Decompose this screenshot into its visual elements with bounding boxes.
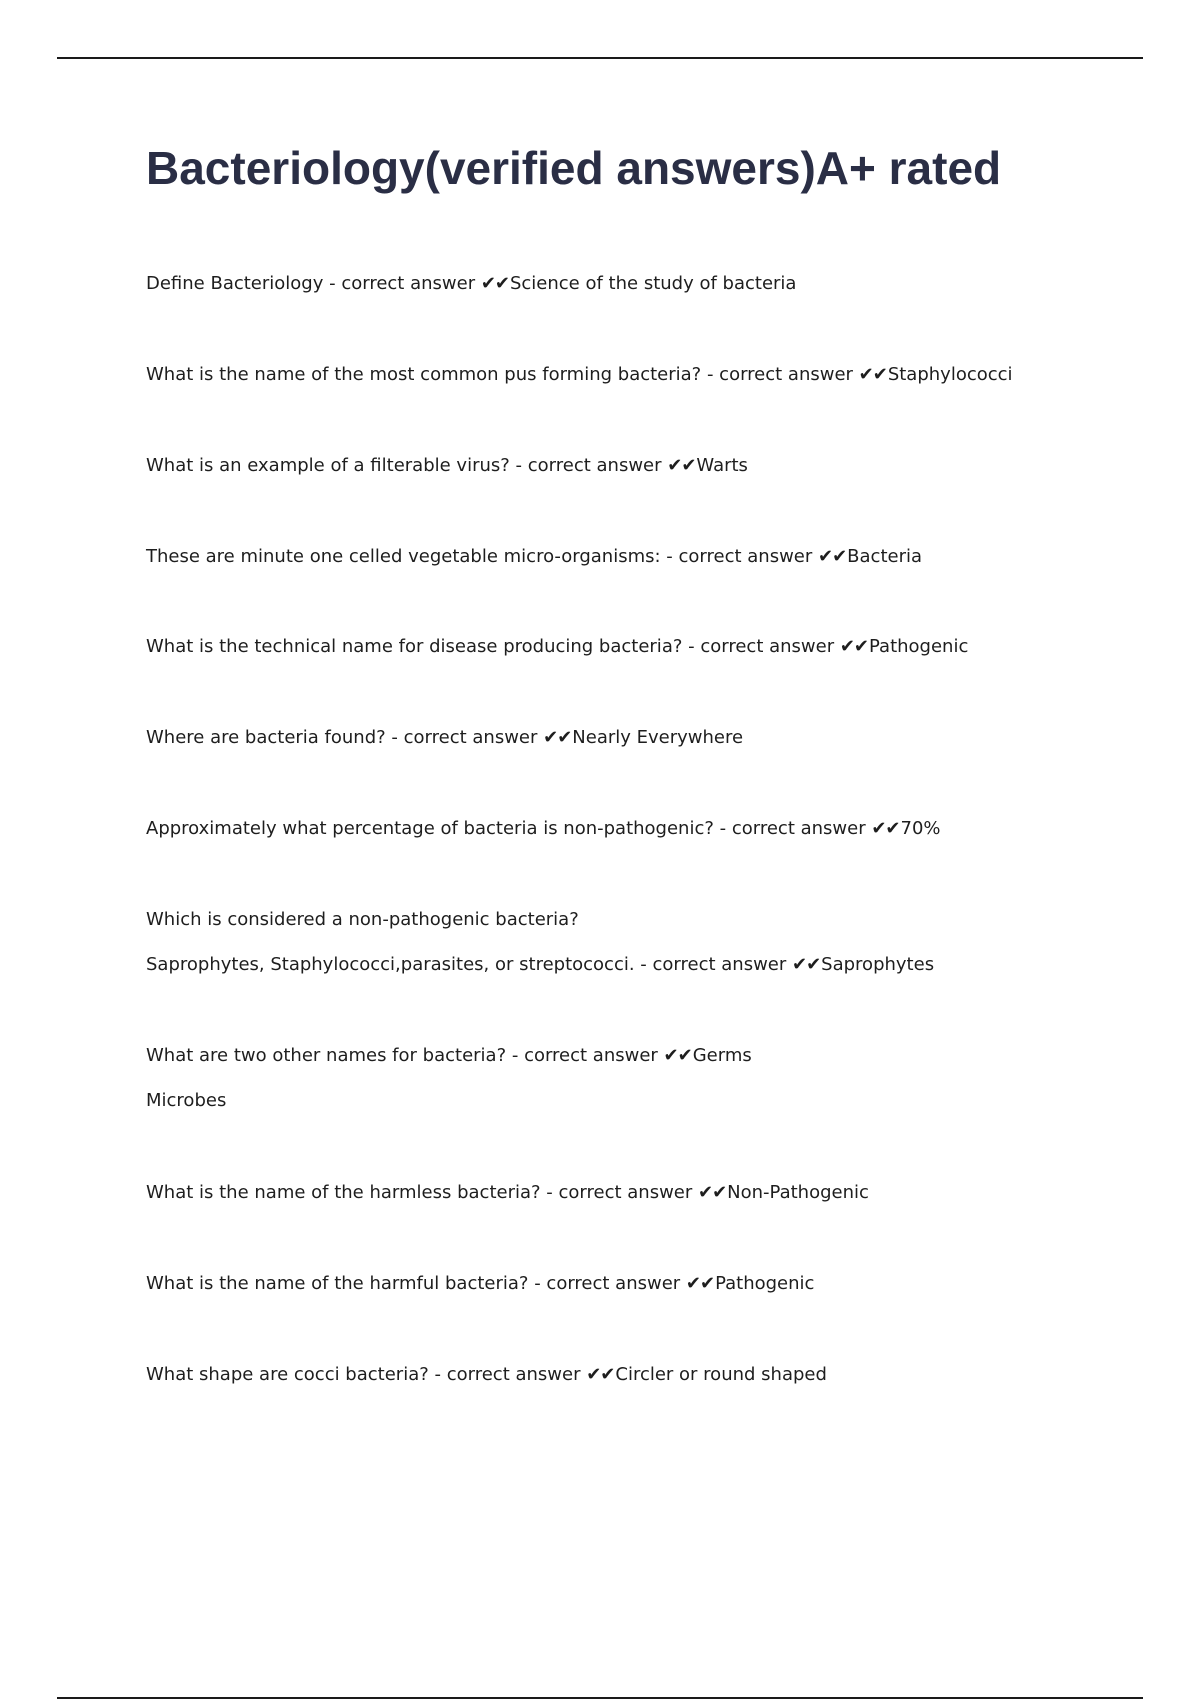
question-text: These are minute one celled vegetable micro-organisms:: [146, 546, 661, 567]
answer-text: Science of the study of bacteria: [509, 273, 797, 294]
bottom-divider: [57, 1697, 1143, 1699]
answer-separator: - correct answer: [540, 1182, 698, 1203]
question-text: Which is considered a non-pathogenic bacteria?: [146, 909, 579, 930]
qa-item: [146, 715, 743, 760]
question-text: What is the name of the harmful bacteria?: [146, 1273, 529, 1294]
answer-text: Germs: [692, 1045, 752, 1066]
qa-line: [146, 1261, 814, 1306]
answer-text: Microbes: [146, 1090, 227, 1111]
qa-item: [146, 1170, 869, 1215]
qa-line: [146, 1352, 827, 1397]
answer-text: Staphylococci: [887, 364, 1013, 385]
qa-line: [146, 806, 941, 851]
question-text: What is an example of a filterable virus?: [146, 455, 510, 476]
double-check-icon: ✔✔: [480, 273, 509, 294]
answer-separator: - correct answer: [682, 636, 840, 657]
qa-item: [146, 261, 796, 306]
question-text: What are two other names for bacteria?: [146, 1045, 507, 1066]
answer-text: Pathogenic: [715, 1273, 815, 1294]
answer-separator: - correct answer: [506, 1045, 664, 1066]
answer-text: Warts: [696, 455, 748, 476]
qa-line: [146, 534, 922, 579]
double-check-icon: ✔✔: [697, 1182, 727, 1203]
qa-item: [146, 1033, 752, 1123]
qa-item: [146, 1352, 827, 1397]
question-text: What is the technical name for disease producing bacteria?: [146, 636, 683, 657]
answer-separator: - correct answer: [660, 546, 818, 567]
question-text: Saprophytes, Staphylococci,parasites, or streptococci.: [146, 954, 635, 975]
answer-text: Non-Pathogenic: [727, 1182, 869, 1203]
double-check-icon: ✔✔: [871, 818, 900, 839]
qa-line: [146, 261, 796, 306]
double-check-icon: ✔✔: [818, 546, 847, 567]
answer-text: Circler or round shaped: [615, 1364, 827, 1385]
double-check-icon: ✔✔: [663, 1045, 692, 1066]
answer-separator: - correct answer: [428, 1364, 587, 1385]
double-check-icon: ✔✔: [586, 1364, 615, 1385]
qa-line: [146, 1170, 869, 1215]
double-check-icon: ✔✔: [543, 727, 572, 748]
qa-line: [146, 1033, 752, 1078]
qa-item: [146, 534, 922, 579]
qa-item: [146, 897, 934, 987]
qa-line: [146, 352, 1013, 397]
top-divider: [57, 57, 1143, 59]
answer-separator: - correct answer: [713, 818, 872, 839]
question-text: Where are bacteria found?: [146, 727, 386, 748]
qa-item: [146, 1261, 814, 1306]
double-check-icon: ✔✔: [839, 636, 868, 657]
answer-separator: - correct answer: [385, 727, 544, 748]
answer-separator: - correct answer: [509, 455, 668, 476]
answer-separator: - correct answer: [528, 1273, 686, 1294]
answer-text: Bacteria: [847, 546, 923, 567]
double-check-icon: ✔✔: [792, 954, 821, 975]
answer-separator: - correct answer: [634, 954, 792, 975]
document-title: Bacteriology(verified answers)A+ rated: [146, 142, 1002, 194]
qa-item: [146, 806, 941, 851]
question-text: What is the name of the harmless bacteria?: [146, 1182, 541, 1203]
qa-line: [146, 942, 934, 987]
qa-line: [146, 624, 968, 669]
answer-text: Saprophytes: [821, 954, 935, 975]
double-check-icon: ✔✔: [667, 455, 696, 476]
question-text: Approximately what percentage of bacteria is non-pathogenic?: [146, 818, 714, 839]
answer-separator: - correct answer: [323, 273, 481, 294]
qa-line: [146, 715, 743, 760]
answer-text: 70%: [900, 818, 941, 839]
qa-item: [146, 352, 1013, 397]
qa-item: [146, 443, 748, 488]
question-text: What shape are cocci bacteria?: [146, 1364, 429, 1385]
double-check-icon: ✔✔: [858, 364, 887, 385]
qa-line: [146, 443, 748, 488]
qa-item: [146, 624, 968, 669]
answer-text: Nearly Everywhere: [572, 727, 744, 748]
qa-line: [146, 897, 934, 942]
question-text: What is the name of the most common pus forming bacteria?: [146, 364, 702, 385]
double-check-icon: ✔✔: [685, 1273, 715, 1294]
question-text: Define Bacteriology: [146, 273, 324, 294]
answer-text: Pathogenic: [869, 636, 969, 657]
answer-separator: - correct answer: [701, 364, 859, 385]
